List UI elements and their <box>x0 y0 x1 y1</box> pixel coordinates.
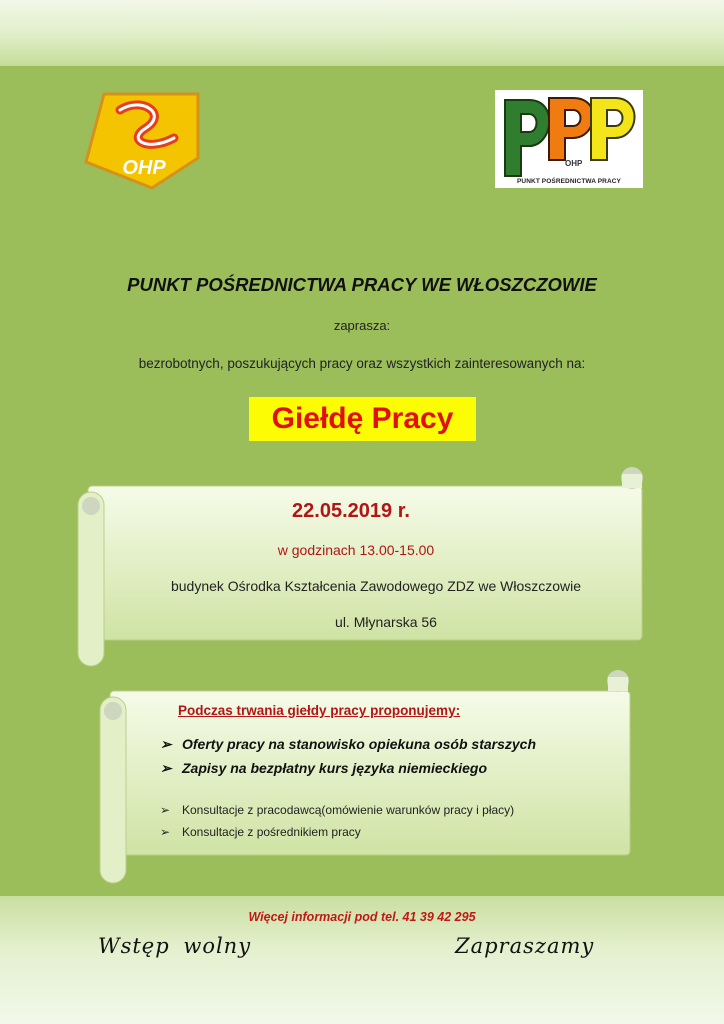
arrow-bullet-icon: ➢ <box>160 736 172 752</box>
arrow-bullet-icon: ➢ <box>160 760 172 776</box>
offer-sub-list <box>160 803 514 847</box>
offer-scroll <box>98 667 634 885</box>
event-hours: w godzinach 13.00-15.00 <box>277 542 435 558</box>
ppp-logo-icon <box>495 90 643 188</box>
event-place: budynek Ośrodka Kształcenia Zawodowego ZDZ we Włoszczowie <box>170 578 582 594</box>
audience-text: bezrobotnych, poszukujących pracy oraz wszystkich zainteresowanych na: <box>138 356 586 371</box>
list-item: ➢ Zapisy na bezpłatny kurs języka niemieckiego <box>160 760 488 776</box>
arrow-bullet-icon: ➢ <box>160 825 171 839</box>
event-street: ul. Młynarska 56 <box>335 614 437 630</box>
ohp-logo-text: OHP <box>122 157 166 179</box>
invite-text: zaprasza: <box>333 318 391 333</box>
ohp-logo-icon <box>82 88 204 192</box>
event-date: 22.05.2019 r. <box>292 500 410 522</box>
list-item: ➢ Konsultacje z pracodawcą(omówienie warunków pracy i płacy) <box>160 803 515 817</box>
ppp-logo-small-text: OHP <box>565 159 583 168</box>
top-band <box>0 0 724 66</box>
arrow-bullet-icon: ➢ <box>160 803 171 817</box>
event-details-scroll <box>76 464 648 668</box>
offer-heading: Podczas trwania giełdy pracy proponujemy: <box>178 703 461 718</box>
contact-info: Więcej informacji pod tel. 41 39 42 295 <box>248 910 476 924</box>
list-item: ➢ Konsultacje z pośrednikiem pracy <box>160 825 361 839</box>
welcome-text: Zapraszamy <box>455 934 595 958</box>
free-entry-text: Wstęp wolny <box>98 934 252 958</box>
ppp-logo-caption: PUNKT POŚREDNICTWA PRACY <box>517 178 621 185</box>
office-heading: PUNKT POŚREDNICTWA PRACY WE WŁOSZCZOWIE <box>127 274 597 295</box>
list-item: ➢ Oferty pracy na stanowisko opiekuna osób starszych <box>160 736 536 752</box>
offer-main-list <box>160 736 536 784</box>
event-title: Giełdę Pracy <box>249 397 476 441</box>
